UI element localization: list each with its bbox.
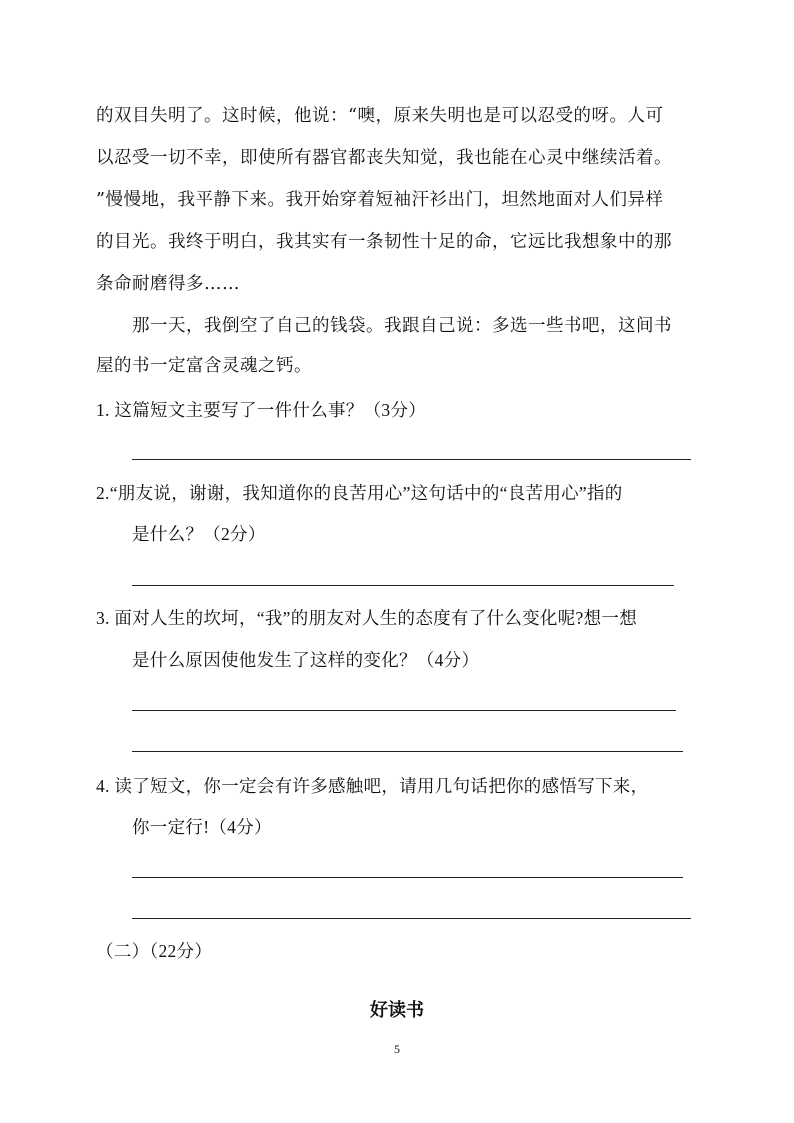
section-label: （二）（22分） [96,941,213,961]
question-4-text-cont: 你一定行!（4分） [132,817,272,837]
answer-line-q3a[interactable] [132,710,676,711]
page-number: 5 [394,1042,400,1056]
passage-line: 那一天，我倒空了自己的钱袋。我跟自己说：多选一些书吧，这间书 [132,316,672,336]
answer-line-q4b[interactable] [132,918,691,919]
passage-line: 的双目失明了。这时候，他说：“噢，原来失明也是可以忍受的呀。人可 [96,106,664,126]
passage-line: 以忍受一切不幸，即使所有器官都丧失知觉，我也能在心灵中继续活着。 [96,148,672,168]
question-2-text: 2.“朋友说，谢谢，我知道你的良苦用心”这句话中的“良苦用心”指的 [96,483,623,503]
question-2-text-cont: 是什么？（2分） [132,524,266,544]
passage-line: 屋的书一定富含灵魂之钙。 [96,356,312,376]
passage-line: 条命耐磨得多…… [96,274,240,294]
question-1-text: 1. 这篇短文主要写了一件什么事？（3分） [96,400,427,420]
question-3-text: 3. 面对人生的坎坷，“我”的朋友对人生的态度有了什么变化呢?想一想 [96,608,637,628]
answer-line-q2[interactable] [132,585,674,586]
question-3-text-cont: 是什么原因使他发生了这样的变化？（4分） [132,650,480,670]
answer-line-q1[interactable] [132,459,691,460]
question-4-text: 4. 读了短文，你一定会有许多感触吧，请用几句话把你的感悟写下来， [96,776,649,796]
answer-line-q3b[interactable] [132,751,683,752]
answer-line-q4a[interactable] [132,877,683,878]
passage-line: ”慢慢地，我平静下来。我开始穿着短袖汗衫出门，坦然地面对人们异样 [96,190,664,210]
next-passage-title: 好读书 [370,1000,424,1020]
passage-line: 的目光。我终于明白，我其实有一条韧性十足的命，它远比我想象中的那 [96,232,672,252]
